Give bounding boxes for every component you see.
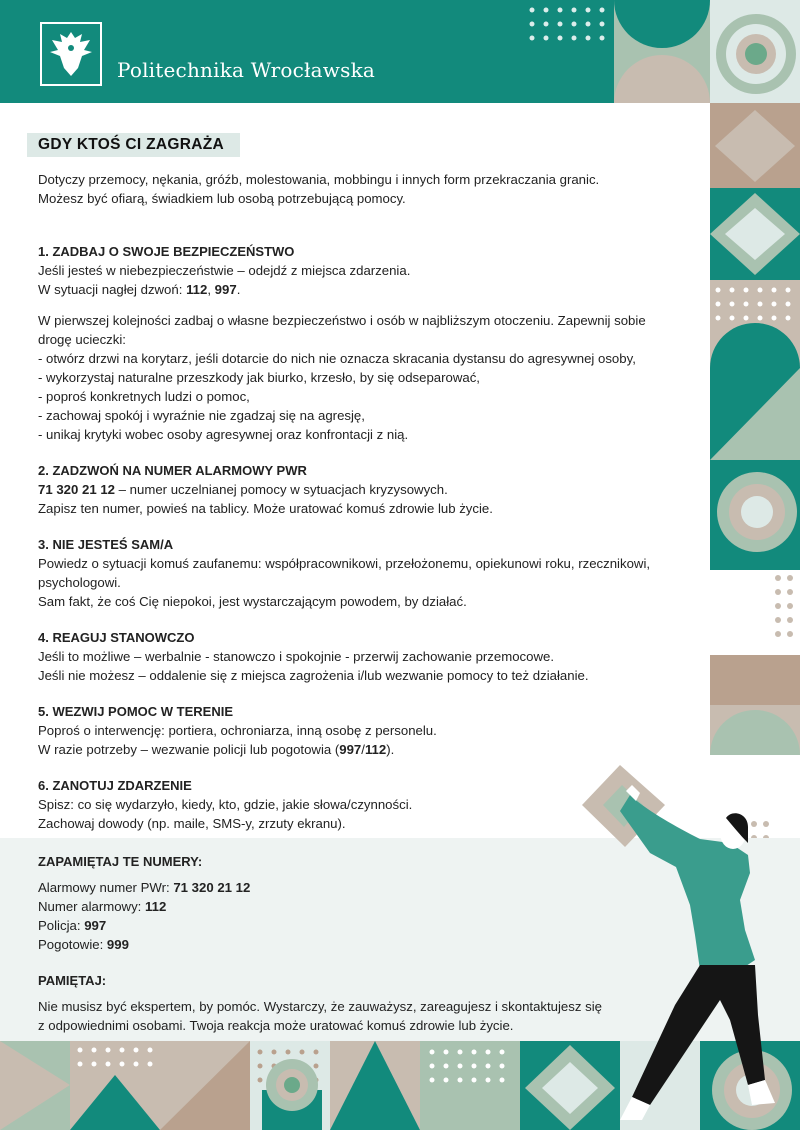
section-line: Zachowaj dowody (np. maile, SMS-y, zrzuty ekranu). (38, 816, 346, 831)
section-line: drogę ucieczki: (38, 332, 126, 347)
remember-line: Nie musisz być ekspertem, by pomóc. Wystarczy, że zauważysz, zareagujesz i skontaktujesz się (38, 999, 602, 1014)
text: W razie potrzeby – wezwanie policji lub pogotowia ( (38, 742, 340, 757)
number-item (38, 935, 658, 954)
section-line: Jeśli nie możesz – oddalenie się z miejsca zagrożenia i/lub wezwanie pomocy to też działanie. (38, 668, 589, 683)
university-name: Politechnika Wrocławska (117, 58, 376, 82)
section-heading: 4. REAGUJ STANOWCZO (38, 630, 195, 645)
list-item: - otwórz drzwi na korytarz, jeśli dotarcie do nich nie oznacza skracania dystansu do agresywnej osoby, (38, 351, 636, 366)
section-react (38, 628, 703, 685)
list-item: - wykorzystaj naturalne przeszkody jak biurko, krzesło, by się odseparować, (38, 370, 480, 385)
section-line: Sam fakt, że coś Cię niepokoi, jest wystarczającym powodem, by działać. (38, 594, 467, 609)
text: – numer uczelnianej pomocy w sytuacjach kryzysowych. (115, 482, 448, 497)
number-label: Pogotowie: (38, 937, 107, 952)
text: ). (386, 742, 395, 757)
section-line: Poproś o interwencję: portiera, ochroniarza, inną osobę z personelu. (38, 723, 437, 738)
section-line: Spisz: co się wydarzyło, kiedy, kto, gdzie, jakie słowa/czynności. (38, 797, 413, 812)
emergency-number: 112 (364, 742, 387, 757)
number-item (38, 916, 658, 935)
number-value: 999 (106, 937, 129, 952)
section-line: Jeśli jesteś w niebezpieczeństwie – odejdź z miejsca zdarzenia. (38, 263, 411, 278)
section-not-alone (38, 535, 703, 611)
number-label: Alarmowy numer PWr: (38, 880, 174, 895)
emergency-number: 997 (339, 742, 362, 757)
emergency-number: 112 (186, 282, 208, 297)
number-value: 997 (84, 918, 107, 933)
list-item: - poproś konkretnych ludzi o pomoc, (38, 389, 250, 404)
section-line: Powiedz o sytuacji komuś zaufanemu: współpracownikowi, przełożonemu, opiekunowi roku, rzecznikowi, (38, 556, 651, 571)
section-heading: 5. WEZWIJ POMOC W TERENIE (38, 704, 234, 719)
remember-line: z odpowiednimi osobami. Twoja reakcja może uratować komuś zdrowie lub życie. (38, 1018, 514, 1033)
list-item: - zachowaj spokój i wyraźnie nie zgadzaj się na agresję, (38, 408, 365, 423)
main-content (38, 170, 703, 850)
section-line (38, 740, 703, 759)
intro-line: Dotyczy przemocy, nękania, gróźb, molestowania, mobbingu i innych form przekraczania granic. (38, 172, 600, 187)
intro-paragraph (38, 170, 703, 208)
section-help (38, 702, 703, 759)
section-heading: 3. NIE JESTEŚ SAM/A (38, 537, 174, 552)
intro-line: Możesz być ofiarą, świadkiem lub osobą potrzebującą pomocy. (38, 191, 406, 206)
section-heading: 1. ZADBAJ O SWOJE BEZPIECZEŃSTWO (38, 244, 295, 259)
number-value: 112 (145, 899, 167, 914)
number-item (38, 878, 658, 897)
section-line (38, 480, 703, 499)
emergency-number: 997 (214, 282, 237, 297)
section-heading: 6. ZANOTUJ ZDARZENIE (38, 778, 192, 793)
section-line: psychologowi. (38, 575, 121, 590)
pwr-number: 71 320 21 12 (38, 482, 116, 497)
numbers-heading: ZAPAMIĘTAJ TE NUMERY: (38, 854, 203, 869)
text: . (236, 282, 241, 297)
section-heading: 2. ZADZWOŃ NA NUMER ALARMOWY PWR (38, 463, 307, 478)
text: / (361, 742, 365, 757)
number-value: 71 320 21 12 (173, 880, 251, 895)
section-line: Zapisz ten numer, powieś na tablicy. Może uratować komuś zdrowie lub życie. (38, 501, 493, 516)
number-item (38, 897, 658, 916)
remember-heading: PAMIĘTAJ: (38, 973, 107, 988)
section-line (38, 280, 703, 299)
page-title: GDY KTOŚ CI ZAGRAŻA (38, 136, 224, 153)
section-line: W pierwszej kolejności zadbaj o własne bezpieczeństwo i osób w najbliższym otoczeniu. Zapewnij sobie (38, 313, 646, 328)
section-record (38, 776, 703, 833)
number-label: Policja: (38, 918, 85, 933)
section-call (38, 461, 703, 518)
numbers-content (38, 852, 658, 1035)
list-item: - unikaj krytyki wobec osoby agresywnej oraz konfrontacji z nią. (38, 427, 409, 442)
text: W sytuacji nagłej dzwoń: (38, 282, 187, 297)
number-label: Numer alarmowy: (38, 899, 145, 914)
text: , (207, 282, 215, 297)
section-safety (38, 242, 703, 444)
section-line: Jeśli to możliwe – werbalnie - stanowczo i spokojnie - przerwij zachowanie przemocowe. (38, 649, 554, 664)
